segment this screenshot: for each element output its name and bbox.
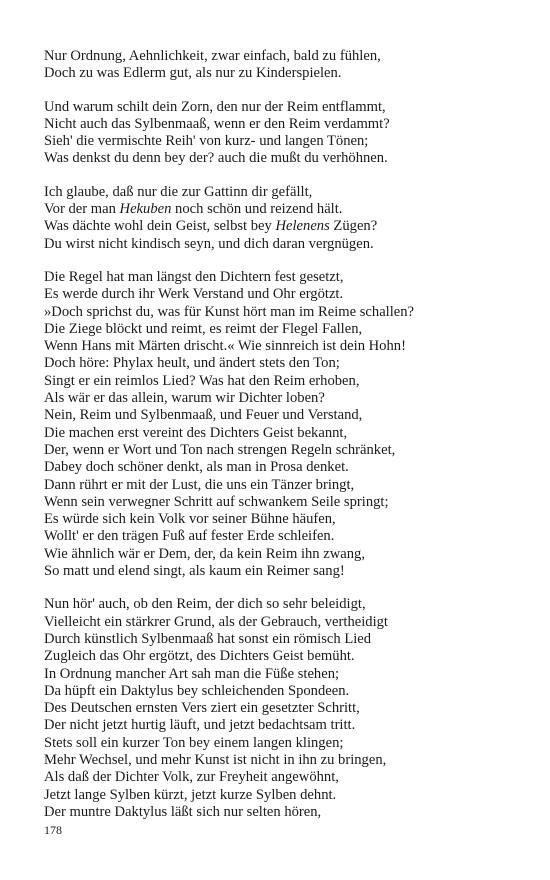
stanza	[44, 269, 514, 580]
page-number: 178	[44, 823, 62, 837]
verse-line: Du wirst nicht kindisch seyn, und dich daran vergnügen.	[44, 235, 374, 252]
verse-line: Sieh' die vermischte Reih' von kurz- und langen Tönen;	[44, 133, 369, 150]
verse-line	[44, 218, 514, 235]
verse-line: Durch künstlich Sylbenmaaß hat sonst ein römisch Lied	[44, 630, 372, 647]
verse-line: Wie ähnlich wär er Dem, der, da kein Reim ihn zwang,	[44, 545, 365, 562]
verse-line: So matt und elend singt, als kaum ein Reimer sang!	[44, 563, 345, 580]
verse-line: Doch höre: Phylax heult, und ändert stets den Ton;	[44, 355, 340, 372]
verse-line: Wenn sein verwegner Schritt auf schwankem Seile springt;	[44, 493, 389, 510]
verse-line: Da hüpft ein Daktylus bey schleichenden Spondeen.	[44, 682, 350, 699]
verse-line: Ich glaube, daß nur die zur Gattinn dir gefällt,	[44, 183, 313, 200]
verse-line: Wollt' er den trägen Fuß auf fester Erde schleifen.	[44, 528, 335, 545]
verse-line: Als daß der Dichter Volk, zur Freyheit angewöhnt,	[44, 769, 339, 786]
verse-line: Nur Ordnung, Aehnlichkeit, zwar einfach, bald zu fühlen,	[44, 48, 381, 64]
verse-line: Es würde sich kein Volk vor seiner Bühne häufen,	[44, 511, 336, 528]
verse-line: Die Regel hat man längst den Dichtern fest gesetzt,	[44, 268, 344, 285]
verse-text: Zügen?	[329, 218, 378, 235]
verse-line: Und warum schilt dein Zorn, den nur der Reim entflammt,	[44, 98, 386, 115]
verse-line: Nein, Reim und Sylbenmaaß, und Feuer und Verstand,	[44, 407, 363, 424]
verse-line: Stets soll ein kurzer Ton bey einem langen klingen;	[44, 734, 344, 751]
verse-line: Dann rührt er mit der Lust, die uns ein Tänzer bringt,	[44, 476, 355, 493]
verse-line: »Doch sprichst du, was für Kunst hört man im Reime schallen?	[44, 303, 415, 320]
verse-line: Der nicht jetzt hurtig läuft, und jetzt bedachtsam tritt.	[44, 717, 356, 734]
verse-line: Nicht auch das Sylbenmaaß, wenn er den Reim verdammt?	[44, 115, 390, 132]
verse-line: Der muntre Daktylus läßt sich nur selten hören,	[44, 803, 322, 820]
verse-line: Nun hör' auch, ob den Reim, der dich so sehr beleidigt,	[44, 596, 366, 613]
verse-line: Als wär er das allein, warum wir Dichter loben?	[44, 390, 325, 407]
stanza	[44, 184, 514, 253]
verse-line: Die machen erst vereint des Dichters Geist bekannt,	[44, 424, 348, 441]
verse-line: Doch zu was Edlerm gut, als nur zu Kinderspielen.	[44, 65, 342, 82]
stanza	[44, 99, 514, 168]
verse-line: Jetzt lange Sylben kürzt, jetzt kurze Sylben dehnt.	[44, 786, 337, 803]
verse-line: Dabey doch schöner denkt, als man in Prosa denket.	[44, 459, 349, 476]
verse-line: Des Deutschen ernsten Vers ziert ein gesetzter Schritt,	[44, 700, 360, 717]
verse-line: Der, wenn er Wort und Ton nach strengen Regeln schränket,	[44, 441, 396, 458]
verse-line: Was denkst du denn bey der? auch die mußt du verhöhnen.	[44, 150, 388, 167]
verse-line: Wenn Hans mit Märten drischt.« Wie sinnreich ist dein Hohn!	[44, 338, 406, 355]
verse-text: Vor der man	[44, 201, 120, 218]
italic-name: Helenens	[275, 218, 330, 235]
verse-line: Singt er ein reimlos Lied? Was hat den Reim erhoben,	[44, 372, 360, 389]
verse-line: Zugleich das Ohr ergötzt, des Dichters Geist bemüht.	[44, 648, 355, 665]
verse-line: Die Ziege blöckt und reimt, es reimt der Flegel Fallen,	[44, 320, 363, 337]
verse-line	[44, 201, 514, 218]
verse-line: Mehr Wechsel, und mehr Kunst ist nicht in ihn zu bringen,	[44, 751, 387, 768]
verse-line: In Ordnung mancher Art sah man die Füße stehen;	[44, 665, 340, 682]
italic-name: Hekuben	[119, 201, 172, 218]
verse-text: noch schön und reizend hält.	[171, 201, 343, 218]
poem-text	[44, 48, 514, 837]
stanza	[44, 48, 514, 83]
stanza	[44, 596, 514, 821]
verse-line: Es werde durch ihr Werk Verstand und Ohr ergötzt.	[44, 286, 344, 303]
verse-text: Was dächte wohl dein Geist, selbst bey	[44, 218, 276, 235]
verse-line: Vielleicht ein stärkrer Grund, als der Gebrauch, vertheidigt	[44, 613, 388, 630]
